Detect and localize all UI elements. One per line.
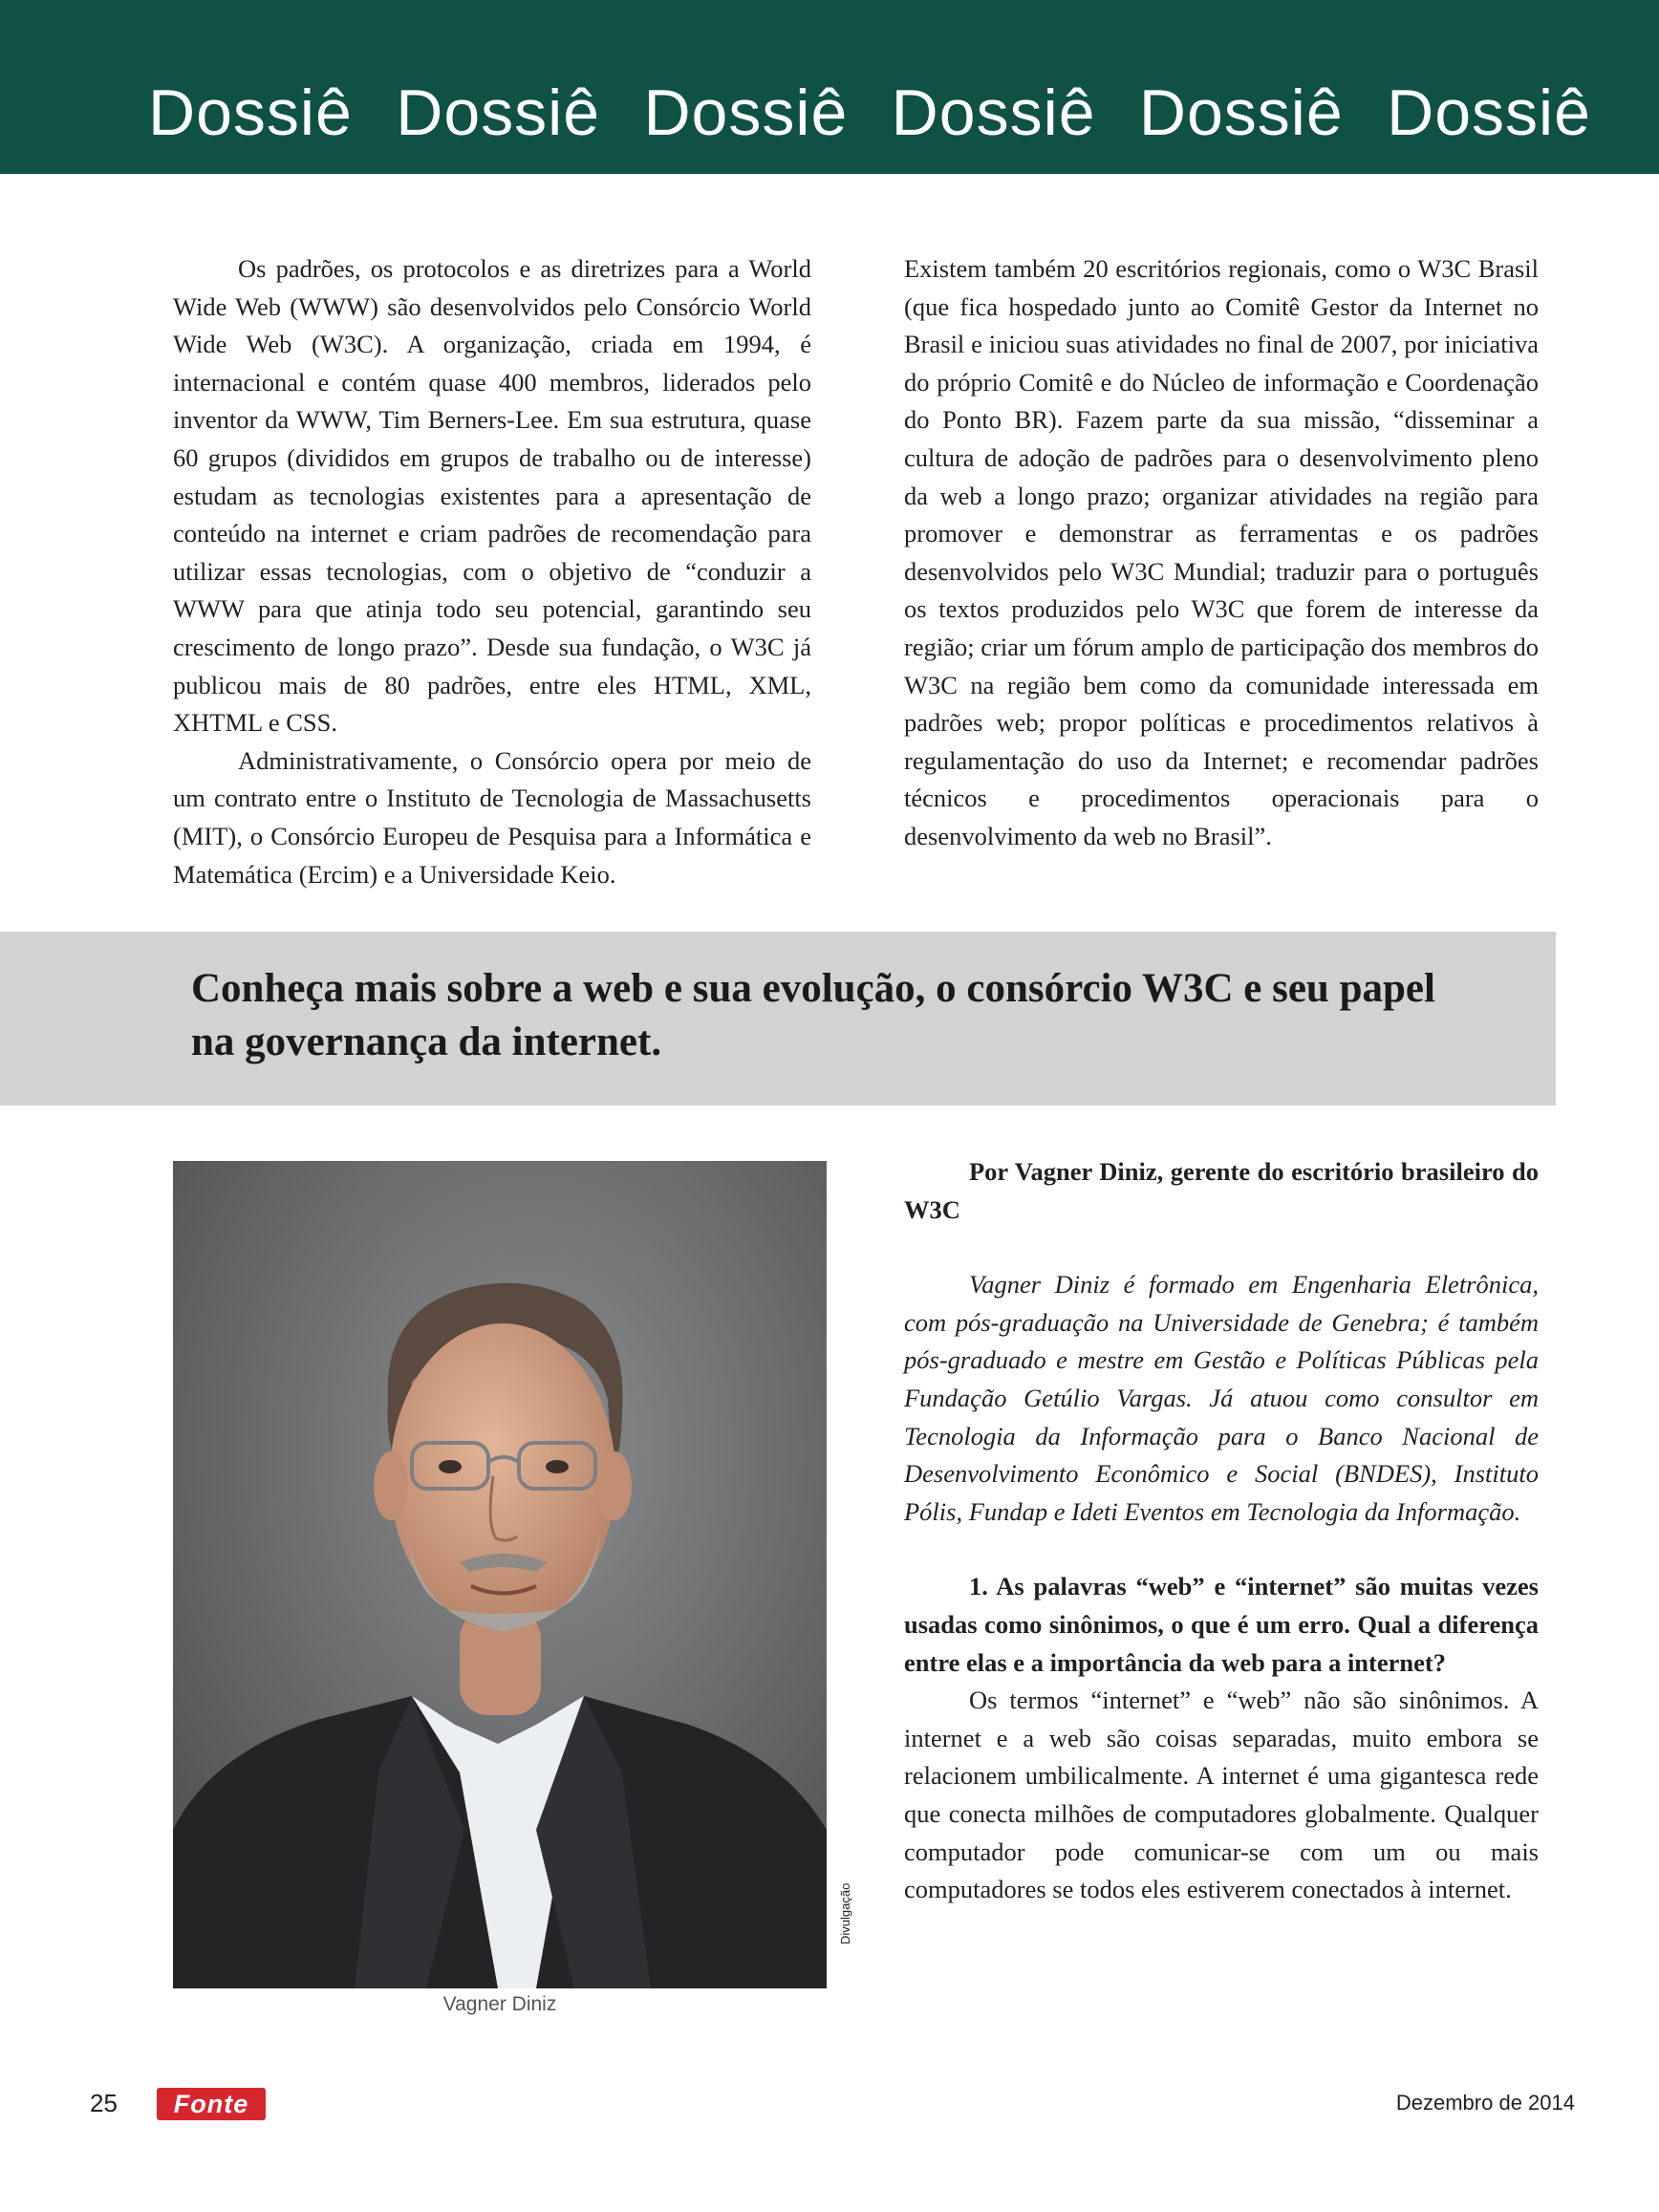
intro-right-column (904, 250, 1539, 856)
header-word: Dossiê (643, 76, 849, 149)
intro-left-column (173, 250, 811, 893)
interview-answer: Os termos “internet” e “web” não são sinônimos. A internet e a web são coisas separadas, muito embora se relacionem umbilicalmente. A internet é uma gigantesca rede que conecta milhões de computadores globalmente. Qualquer computador pode comunicar-se com um ou mais computadores se todos eles estiverem conectados à internet. (904, 1686, 1539, 1904)
byline: Por Vagner Diniz, gerente do escritório brasileiro do W3C (904, 1157, 1539, 1224)
photo-caption: Vagner Diniz (442, 1993, 557, 2015)
magazine-logo: Fonte (157, 2088, 266, 2120)
highlight-title: Conheça mais sobre a web e sua evolução, o consórcio W3C e seu papel na governança da internet. (191, 966, 1435, 1064)
header-word: Dossiê (396, 76, 601, 149)
intro-paragraph: Os padrões, os protocolos e as diretrizes para a World Wide Web (WWW) são desenvolvidos pelo Consórcio World Wide Web (W3C). A organização, criada em 1994, é internacional e contém quase 400 membros, liderados pelo inventor da WWW, Tim Berners-Lee. Em sua estrutura, quase 60 grupos (divididos em grupos de trabalho ou de interesse) estudam as tecnologias existentes para a apresentação de conteúdo na internet e criam padrões de recomendação para utilizar essas tecnologias, com o objetivo de “conduzir a WWW para que atinja todo seu potencial, garantindo seu crescimento de longo prazo”. Desde sua fundação, o W3C já publicou mais de 80 padrões, entre eles HTML, XML, XHTML e CSS. (173, 254, 811, 738)
issue-date: Dezembro de 2014 (1395, 2091, 1575, 2115)
section-header (0, 0, 1659, 174)
page-number: 25 (90, 2089, 118, 2117)
interview-question: 1. As palavras “web” e “internet” são muitas vezes usadas como sinônimos, o que é um erro. Qual a diferença entre elas e a importância da web para a internet? (904, 1572, 1539, 1677)
header-word: Dossiê (891, 76, 1096, 149)
intro-paragraph: Administrativamente, o Consórcio opera por meio de um contrato entre o Instituto de Tecnologia de Massachusetts (MIT), o Consórcio Europeu de Pesquisa para a Informática e Matemática (Ercim) e a Universidade Keio. (173, 745, 811, 889)
portrait-illustration (173, 1161, 827, 1988)
interview-column (904, 1153, 1539, 1909)
header-title (148, 76, 1591, 149)
author-bio: Vagner Diniz é formado em Engenharia Eletrônica, com pós-graduação na Universidade de Genebra; é também pós-graduado e mestre em Gestão e Políticas Públicas pela Fundação Getúlio Vargas. Já atuou como consultor em Tecnologia da Informação para o Banco Nacional de Desenvolvimento Econômico e Social (BNDES), Instituto Pólis, Fundap e Ideti Eventos em Tecnologia da Informação. (904, 1270, 1539, 1526)
portrait-photo (173, 1161, 827, 1988)
photo-credit-text: Divulgação (838, 1882, 852, 1944)
header-word: Dossiê (1138, 76, 1344, 149)
header-word: Dossiê (1387, 76, 1591, 149)
intro-paragraph: Existem também 20 escritórios regionais, como o W3C Brasil (que fica hospedado junto ao Comitê Gestor da Internet no Brasil e iniciou suas atividades no final de 2007, por iniciativa do próprio Comitê e do Núcleo de informação e Coordenação do Ponto BR). Fazem parte da sua missão, “disseminar a cultura de adoção de padrões para o desenvolvimento pleno da web a longo prazo; organizar atividades na região para promover e demonstrar as ferramentas e os padrões desenvolvidos pelo W3C Mundial; traduzir para o português os textos produzidos pelo W3C que forem de interesse da região; criar um fórum amplo de participação dos membros do W3C na região bem como da comunidade interessada em padrões web; propor políticas e procedimentos relativos à regulamentação do uso da Internet; e recomendar padrões técnicos e procedimentos operacionais para o desenvolvimento da web no Brasil”. (904, 254, 1539, 850)
header-word: Dossiê (148, 76, 353, 149)
